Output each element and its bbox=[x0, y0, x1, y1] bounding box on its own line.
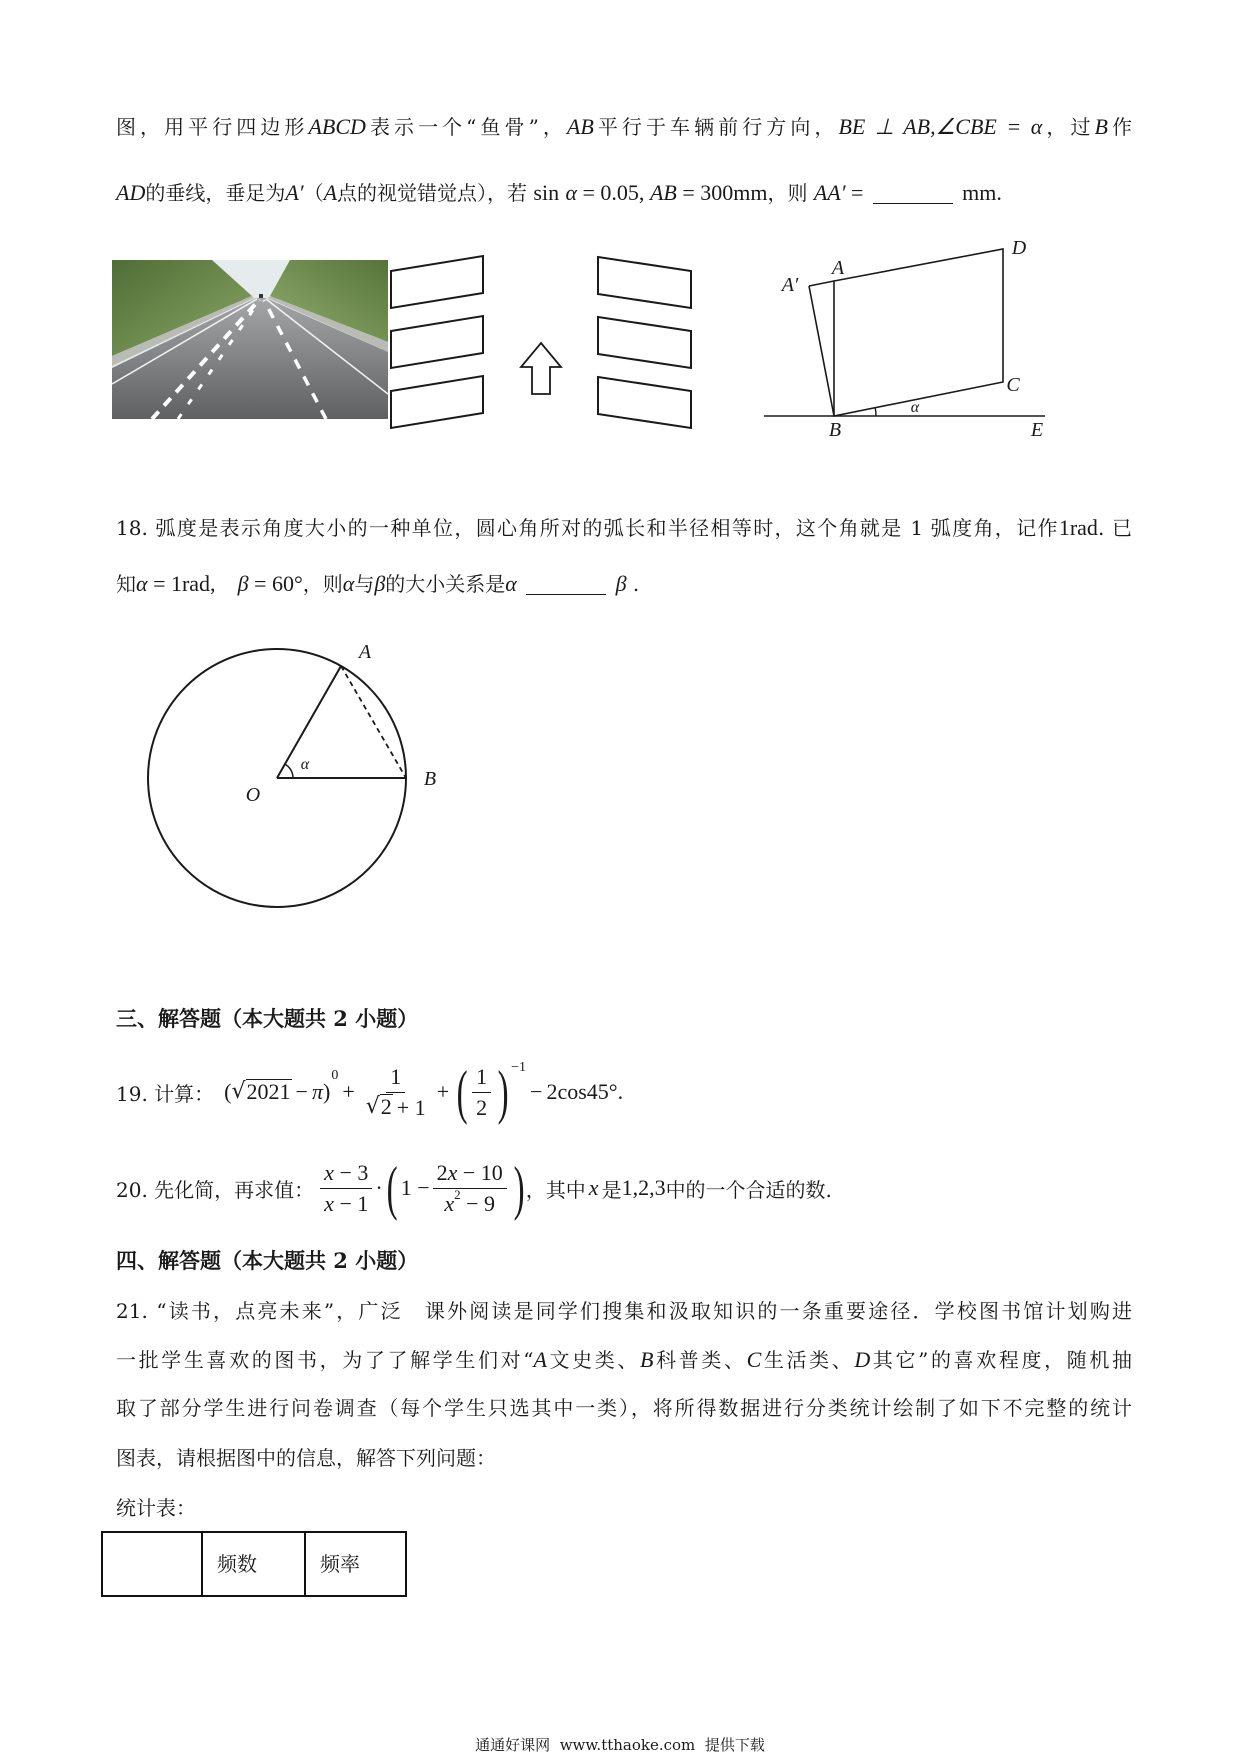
q19-den-radicand: 2 bbox=[380, 1093, 392, 1119]
q19-open-paren: ( bbox=[224, 1079, 232, 1104]
q18-l2-alpha: α bbox=[136, 571, 148, 596]
q18-l1-text-1: 18. 弧度是表示角度大小的一种单位，圆心角所对的弧长和半径相等时，这个角就是 1 弧度角，记作 bbox=[116, 516, 1059, 540]
line-Aprime-A bbox=[809, 281, 834, 286]
q21-l2-cat-D: D bbox=[854, 1347, 871, 1372]
q20-f1-den-rest: − 1 bbox=[333, 1190, 369, 1216]
q19-fraction-2-numerator: 1 bbox=[472, 1063, 491, 1093]
q21-line2 bbox=[116, 1345, 1132, 1375]
q19-row bbox=[116, 1056, 623, 1128]
q17-l2-period: . bbox=[996, 180, 1002, 205]
fishbone-parallelogram bbox=[391, 376, 483, 428]
q21-line4 bbox=[116, 1443, 496, 1473]
parallelogram-geometry-figure bbox=[760, 230, 1060, 445]
q17-l2-text-4: ，则 bbox=[767, 181, 808, 205]
q20-f2-den-rest: − 9 bbox=[460, 1190, 496, 1216]
q18-l2-text-4: 的大小关系是 bbox=[385, 572, 506, 596]
q19-fraction-1 bbox=[362, 1063, 430, 1122]
q17-l1-text-5: 作 bbox=[1107, 115, 1133, 139]
q19-big-open-paren: ( bbox=[456, 1059, 468, 1125]
q19-den-sqrt bbox=[366, 1094, 393, 1120]
q18-l2-alpha-value: = 1rad, bbox=[147, 571, 216, 596]
q19-big-close-paren: ) bbox=[497, 1059, 509, 1125]
q17-l2-math-A: A bbox=[323, 180, 338, 205]
q21-l2-cat-A: A bbox=[533, 1347, 547, 1372]
page-footer: 通通好课网 www.tthaoke.com 提供下载 bbox=[475, 1736, 765, 1754]
label-B: B bbox=[423, 768, 437, 790]
section-3-heading bbox=[116, 1004, 418, 1034]
angle-alpha-arc bbox=[285, 764, 293, 778]
table-caption-text: 统计表： bbox=[116, 1496, 196, 1520]
label-A: A bbox=[831, 257, 845, 279]
q17-l2-text-3: 点的视觉错觉点），若 bbox=[337, 181, 528, 205]
q17-l2-sin: sin bbox=[533, 180, 560, 205]
q19-fraction-1-numerator: 1 bbox=[386, 1063, 405, 1093]
q18-l2-text-1: 知 bbox=[116, 572, 136, 596]
q20-numbers: 1,2,3 bbox=[621, 1175, 666, 1200]
label-A: A bbox=[358, 641, 372, 663]
q20-fraction-2-numerator bbox=[433, 1159, 507, 1189]
q17-line1 bbox=[116, 112, 1132, 142]
q20-one-minus: 1 − bbox=[400, 1175, 430, 1200]
q20-label: 20. 先化简，再求值： bbox=[116, 1177, 315, 1202]
q18-l2-beta-3: β bbox=[615, 571, 627, 596]
q18-l2-beta-value: = 60° bbox=[248, 571, 303, 596]
q18-l2-alpha-3: α bbox=[505, 571, 517, 596]
q17-l2-text-1: 的垂线，垂足为 bbox=[145, 181, 286, 205]
distant-vehicle bbox=[259, 294, 263, 298]
q21-l2-text-3: 科普类、 bbox=[653, 1348, 747, 1372]
q19-sqrt bbox=[232, 1079, 292, 1105]
q18-l2-text-2: ，则 bbox=[302, 572, 343, 596]
q20-f2-den-x: x bbox=[444, 1190, 455, 1216]
q19-minus-2: − bbox=[530, 1079, 543, 1104]
fishbone-illusion-diagram bbox=[385, 248, 700, 435]
q19-den-rest: + 1 bbox=[396, 1094, 426, 1120]
table-header-empty-cell bbox=[103, 1533, 203, 1595]
q17-l2-math-Aprime: A′ bbox=[285, 180, 304, 205]
q17-l1-text-4: ，过 bbox=[1042, 115, 1095, 139]
section-4-title: 四、解答题（本大题共 2 小题） bbox=[116, 1248, 419, 1273]
q17-l2-equals: = bbox=[845, 180, 864, 205]
angle-alpha-arc bbox=[875, 408, 876, 416]
q21-l2-text-4: 生活类、 bbox=[761, 1348, 855, 1372]
radian-circle-figure bbox=[140, 635, 460, 920]
q20-text-1: ，其中 bbox=[525, 1177, 586, 1202]
q20-fraction-1 bbox=[320, 1159, 372, 1218]
q18-l2-text-3: 与 bbox=[354, 572, 375, 596]
q18-l2-alpha-2: α bbox=[342, 571, 355, 596]
q19-radicand: 2021 bbox=[246, 1079, 291, 1104]
q17-l2-text-2: （ bbox=[303, 181, 324, 205]
label-B: B bbox=[828, 419, 842, 441]
label-A-prime: A′ bbox=[781, 274, 799, 296]
q20-big-open-paren: ( bbox=[386, 1155, 398, 1221]
q21-l2-text-2: 文史类、 bbox=[546, 1348, 641, 1372]
q17-l1-text-1: 图，用平行四边形 bbox=[116, 115, 309, 139]
q21-l1-text: 21. “读书，点亮未来”，广泛 课外阅读是同学们搜集和汲取知识的一条重要途径．学校图书馆计划购进 bbox=[116, 1299, 1132, 1323]
q18-l2-beta-2: β bbox=[374, 571, 386, 596]
q20-f1-num-x: x bbox=[324, 1159, 334, 1185]
road-photo bbox=[112, 260, 388, 419]
q21-l2-text-5: 其它”的喜欢程度，随机抽 bbox=[870, 1348, 1133, 1372]
statistics-table bbox=[101, 1531, 407, 1597]
q17-l2-math-AB: AB bbox=[649, 180, 677, 205]
q21-line3 bbox=[116, 1393, 1132, 1423]
q20-f2-num-rest: − 10 bbox=[457, 1159, 503, 1185]
q18-answer-blank bbox=[526, 572, 606, 595]
q18-l2-beta: β bbox=[237, 571, 249, 596]
q20-f2-den-square: 2 bbox=[454, 1186, 461, 1202]
section-3-title: 三、解答题（本大题共 2 小题） bbox=[116, 1006, 419, 1031]
up-arrow-icon bbox=[521, 343, 561, 394]
q19-minus: − bbox=[295, 1079, 308, 1104]
q17-l1-math-B: B bbox=[1094, 114, 1108, 139]
q18-l1-text-2: . 已 bbox=[1097, 516, 1132, 540]
section-4-heading bbox=[116, 1246, 418, 1276]
q17-l2-alpha: α bbox=[565, 180, 578, 205]
fishbone-parallelogram bbox=[598, 377, 691, 428]
label-D: D bbox=[1011, 237, 1027, 259]
sqrt-icon: √ bbox=[365, 1093, 380, 1119]
q19-period: . bbox=[617, 1079, 624, 1104]
q21-l2-cat-B: B bbox=[640, 1347, 654, 1372]
q20-var-x: x bbox=[588, 1175, 599, 1200]
q21-l3-text: 取了部分学生进行问卷调查（每个学生只选其中一类），将所得数据进行分类统计绘制了如下不完整的统计 bbox=[116, 1396, 1132, 1420]
chord-AB-dashed bbox=[341, 666, 406, 778]
q19-fraction-2 bbox=[472, 1063, 491, 1122]
q19-fraction-1-denominator bbox=[362, 1093, 430, 1122]
fishbone-parallelogram bbox=[598, 257, 691, 308]
label-alpha: α bbox=[910, 399, 920, 416]
q21-l4-text: 图表，请根据图中的信息，解答下列问题： bbox=[116, 1446, 496, 1470]
q19-cos-term: 2cos45° bbox=[546, 1079, 618, 1104]
q20-big-close-paren: ) bbox=[513, 1155, 525, 1221]
q20-text-3: 中的一个合适的数. bbox=[665, 1177, 832, 1202]
label-O: O bbox=[245, 784, 261, 806]
table-header-frequency-count: 频数 bbox=[203, 1533, 306, 1595]
q19-exponent-neg1: −1 bbox=[511, 1060, 527, 1075]
sqrt-icon: √ bbox=[231, 1079, 246, 1104]
q18-l1-1rad: 1rad bbox=[1058, 515, 1098, 540]
q21-line1 bbox=[116, 1296, 1132, 1326]
q21-l2-cat-C: C bbox=[746, 1347, 762, 1372]
q17-l2-value1: = 0.05, bbox=[577, 180, 650, 205]
q19-label: 19. 计算： bbox=[116, 1081, 215, 1106]
q17-l2-math-AD: AD bbox=[116, 180, 146, 205]
label-E: E bbox=[1030, 419, 1044, 441]
q20-fraction-1-numerator bbox=[320, 1159, 372, 1189]
q17-answer-blank bbox=[873, 181, 953, 204]
q20-f1-den-x: x bbox=[324, 1190, 334, 1216]
q19-pi: π bbox=[311, 1079, 323, 1104]
q19-close-paren: ) bbox=[322, 1079, 331, 1104]
q19-exponent-zero: 0 bbox=[331, 1068, 339, 1083]
q17-l1-math-ABCD: ABCD bbox=[308, 114, 366, 139]
q17-l2-math-AAprime: AA′ bbox=[813, 180, 846, 205]
q20-fraction-1-denominator bbox=[320, 1189, 372, 1218]
q18-line2 bbox=[116, 569, 639, 599]
q20-fraction-2-denominator bbox=[440, 1186, 499, 1218]
q17-l2-unit: mm bbox=[962, 180, 997, 205]
q19-plus-1: + bbox=[342, 1079, 355, 1104]
parallelogram-ABCD bbox=[834, 249, 1003, 416]
label-C: C bbox=[1006, 374, 1020, 396]
q19-plus-2: + bbox=[436, 1079, 450, 1104]
q21-l2-text-1: 一批学生喜欢的图书，为了了解学生们对“ bbox=[116, 1348, 534, 1372]
fishbone-parallelogram bbox=[391, 256, 483, 308]
label-alpha: α bbox=[300, 756, 310, 773]
q17-l1-math-condition: BE ⊥ AB,∠CBE = α bbox=[838, 114, 1043, 139]
q20-text-2: 是 bbox=[601, 1177, 622, 1202]
fishbone-parallelogram bbox=[391, 316, 483, 368]
line-Aprime-B bbox=[809, 286, 834, 416]
q20-f1-num-rest: − 3 bbox=[333, 1159, 369, 1185]
q17-l1-math-AB: AB bbox=[566, 114, 594, 139]
q20-row bbox=[116, 1152, 832, 1224]
table-header-frequency-rate: 频率 bbox=[320, 1552, 360, 1576]
q20-f2-num-coef: 2 bbox=[436, 1159, 448, 1185]
q19-fraction-2-denominator: 2 bbox=[476, 1094, 488, 1120]
q17-l1-text-3: 平行于车辆前行方向， bbox=[593, 115, 839, 139]
q17-line2 bbox=[116, 178, 1002, 208]
q21-table-caption bbox=[116, 1493, 196, 1523]
q18-line1 bbox=[116, 513, 1132, 543]
q18-l2-period: . bbox=[632, 572, 640, 596]
q20-dot: · bbox=[375, 1175, 383, 1200]
q20-f2-num-x: x bbox=[447, 1159, 458, 1185]
q17-l1-text-2: 表示一个“鱼骨”， bbox=[365, 115, 567, 139]
q17-l2-value2: = 300mm bbox=[676, 180, 768, 205]
fishbone-parallelogram bbox=[598, 317, 691, 368]
q20-fraction-2 bbox=[433, 1159, 507, 1218]
